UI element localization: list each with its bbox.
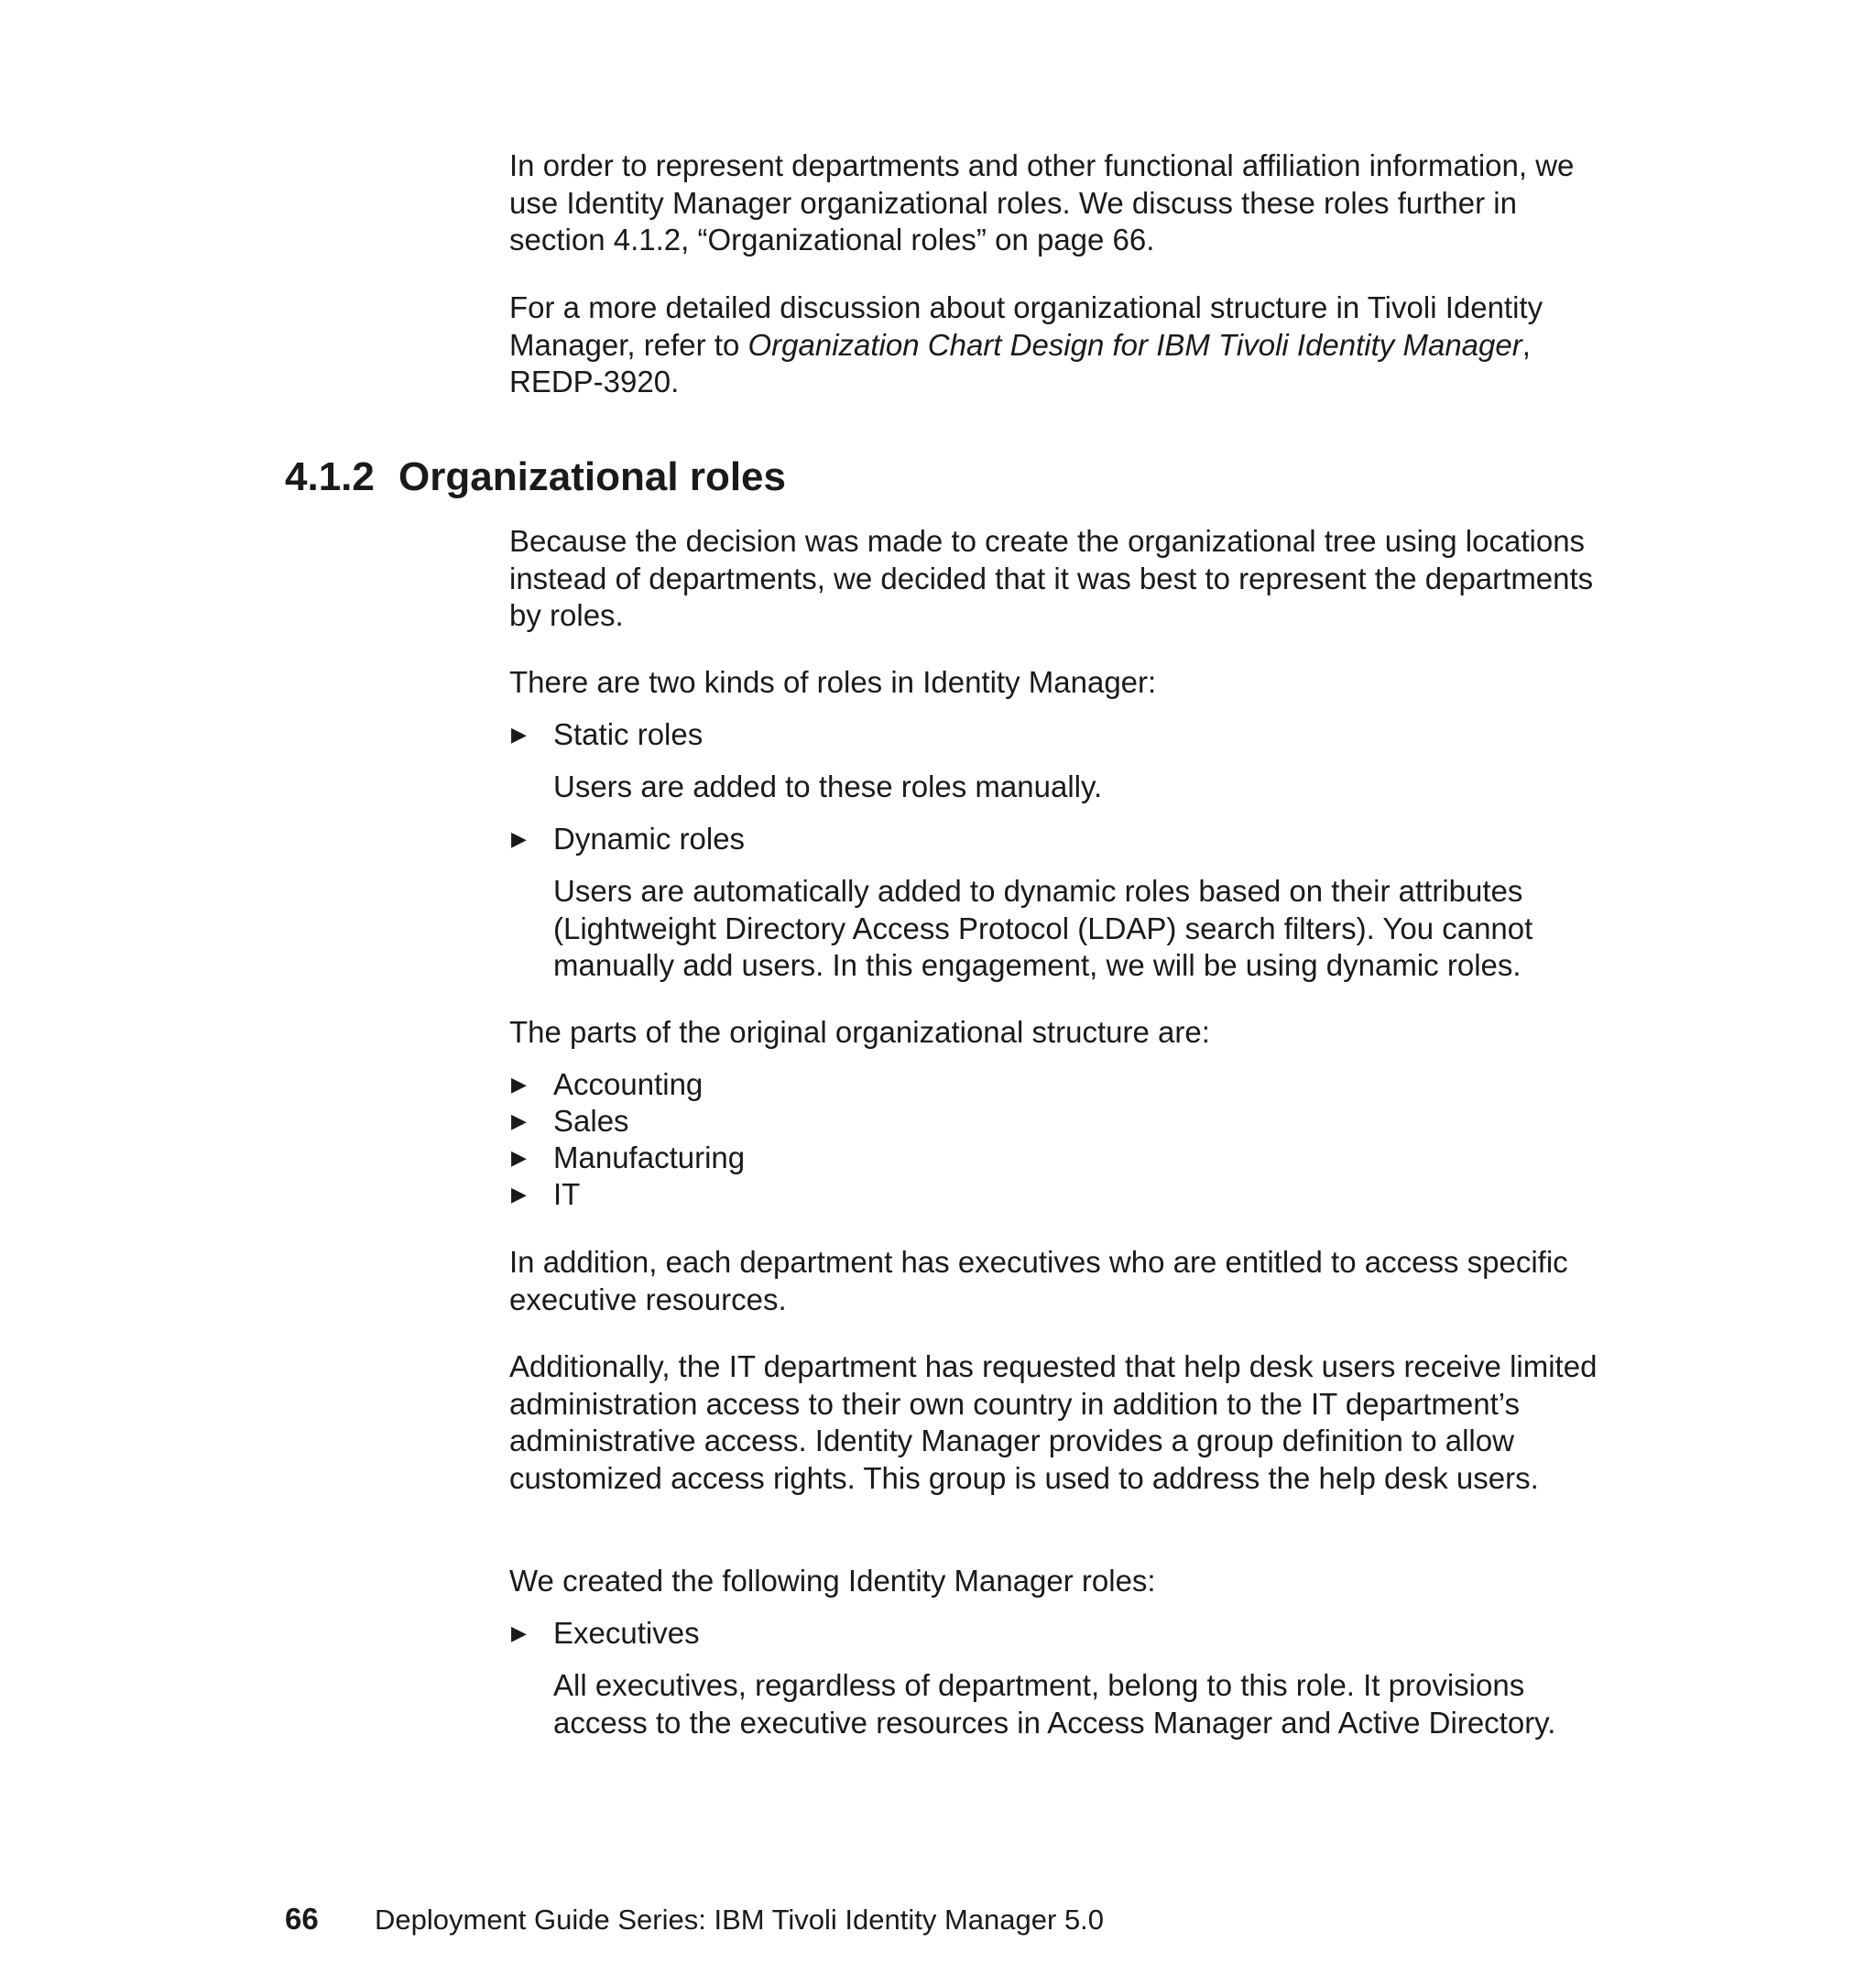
structure-parts-intro: The parts of the original organizational structure are:: [509, 1015, 1210, 1049]
created-roles-intro: We created the following Identity Manager roles:: [509, 1564, 1156, 1598]
role-kinds-intro: There are two kinds of roles in Identity Manager:: [509, 665, 1157, 699]
page-footer: [285, 1901, 1104, 1938]
section-title: Organizational roles: [398, 454, 786, 499]
role-kind-label: Dynamic roles: [553, 822, 746, 856]
created-role-description: All executives, regardless of department, belong to this role. It provisions access to the executive resources in Access Manager and Active Directory.: [553, 1668, 1556, 1740]
referenced-publication-title: Organization Chart Design for IBM Tivoli Identity Manager: [747, 327, 1522, 362]
executives-paragraph: In addition, each department has executives who are entitled to access specific executive resources.: [509, 1245, 1568, 1316]
department-label: Sales: [553, 1104, 629, 1138]
intro-paragraph-2-end: , REDP-3920.: [509, 327, 1531, 398]
section-heading: [285, 453, 786, 502]
helpdesk-paragraph: Additionally, the IT department has requested that help desk users receive limited administration access to their own country in addition to the IT department’s administrative access. Identity Manager provides a group definition to allow customized access rights. This group is used to address the help desk users.: [509, 1349, 1598, 1495]
triangle-right-icon: ▶: [511, 827, 527, 850]
triangle-right-icon: ▶: [511, 1073, 527, 1096]
triangle-right-icon: ▶: [511, 1109, 527, 1132]
role-kind-description: Users are added to these roles manually.: [553, 769, 1103, 803]
triangle-right-icon: ▶: [511, 723, 527, 746]
triangle-right-icon: ▶: [511, 1146, 527, 1169]
department-label: Accounting: [553, 1067, 704, 1101]
department-label: Manufacturing: [553, 1140, 746, 1174]
intro-paragraph-2-start: For a more detailed discussion about organizational structure in Tivoli Identity Manager, refer to: [509, 290, 1543, 362]
role-kind-description: Users are automatically added to dynamic roles based on their attributes (Lightweight Directory Access Protocol (LDAP) search filters). You cannot manually add users. In this engagement, we will be using dynamic roles.: [553, 874, 1533, 982]
created-role-label: Executives: [553, 1616, 700, 1650]
page-number: 66: [285, 1902, 319, 1936]
book-title: Deployment Guide Series: IBM Tivoli Identity Manager 5.0: [375, 1904, 1105, 1936]
intro-paragraph-2: [509, 289, 1609, 401]
intro-paragraph-1: In order to represent departments and other functional affiliation information, we use Identity Manager organizational roles. We discuss these roles further in section 4.1.2, “Organizational roles” on page 66.: [509, 148, 1575, 256]
triangle-right-icon: ▶: [511, 1183, 527, 1206]
section-number: 4.1.2: [285, 454, 375, 499]
decision-paragraph: Because the decision was made to create the organizational tree using locations instead of departments, we decided that it was best to represent the departments by roles.: [509, 524, 1594, 632]
triangle-right-icon: ▶: [511, 1621, 527, 1644]
role-kind-label: Static roles: [553, 717, 704, 751]
department-label: IT: [553, 1177, 581, 1211]
